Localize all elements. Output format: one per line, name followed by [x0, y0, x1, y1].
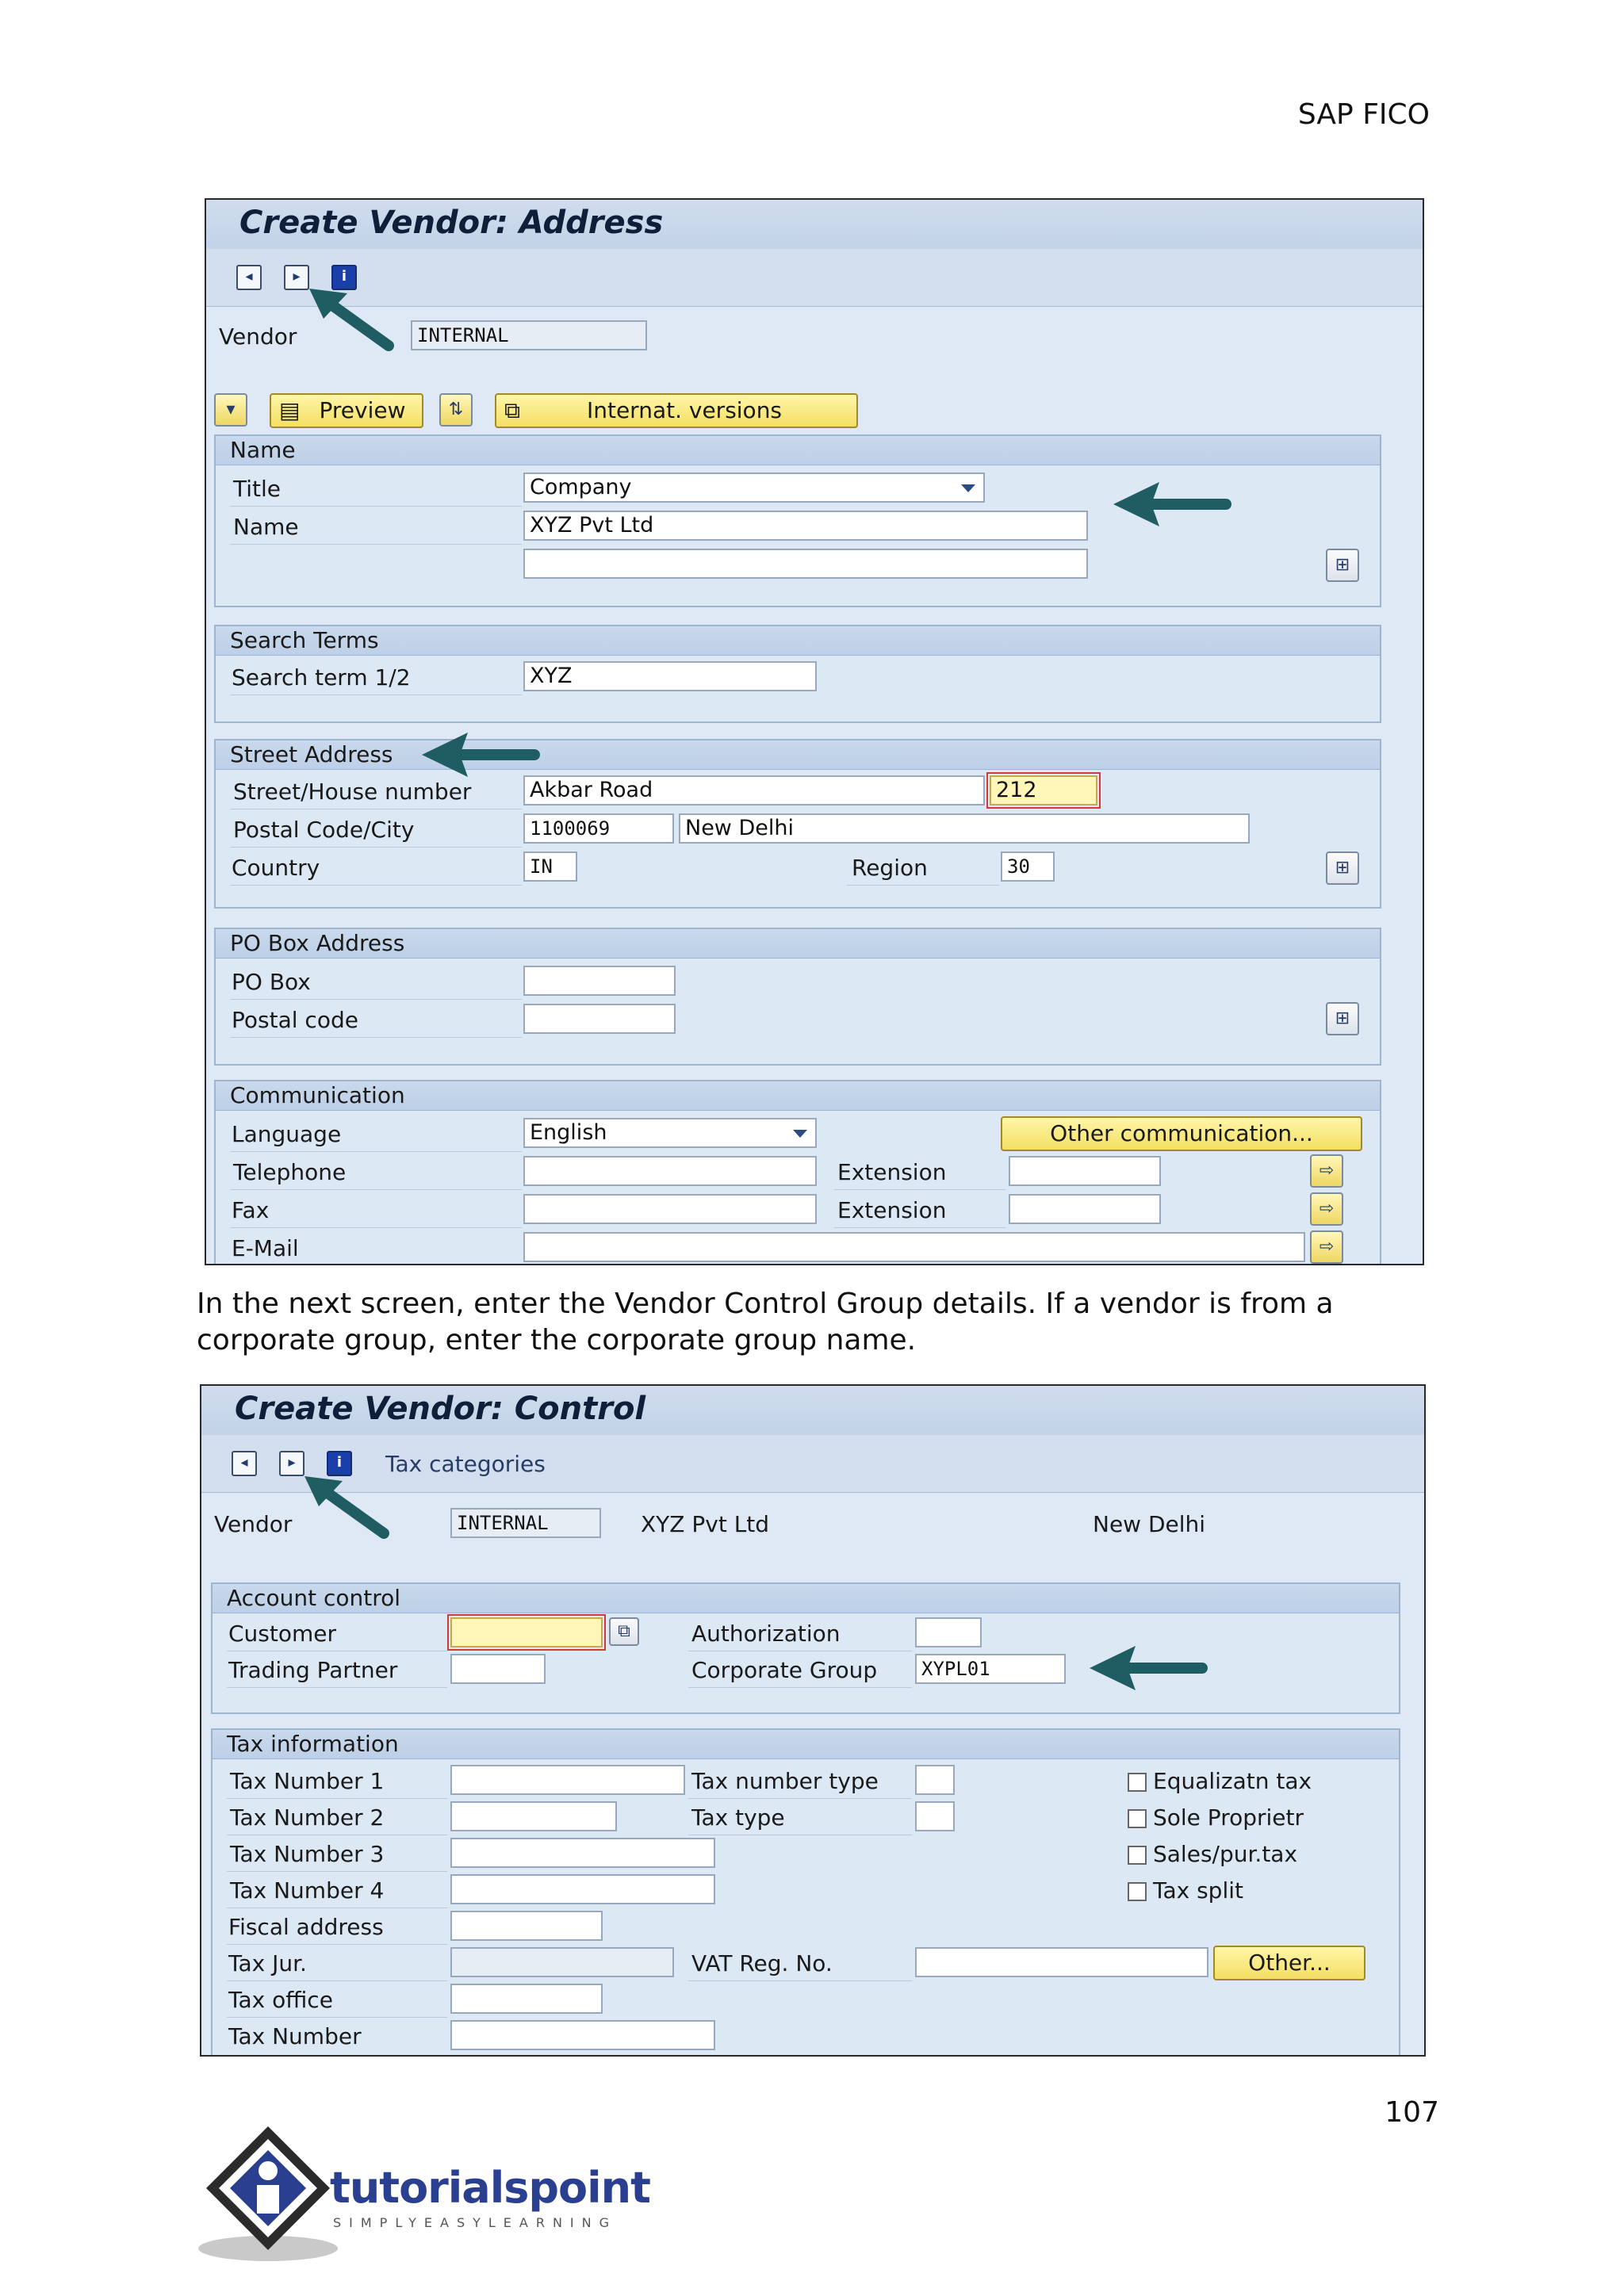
- tax-split-label: Tax split: [1153, 1877, 1243, 1904]
- title-label: Title: [233, 476, 282, 502]
- group-street-address: [214, 739, 1381, 909]
- fax-extension-field[interactable]: [1009, 1194, 1161, 1224]
- street-label: Street/House number: [233, 779, 472, 805]
- tax-number-type-label: Tax number type: [691, 1768, 879, 1794]
- email-label: E-Mail: [232, 1235, 299, 1261]
- logo-tagline: SIMPLYEASYLEARNING: [333, 2215, 618, 2230]
- tax-number-1-field[interactable]: [450, 1765, 685, 1795]
- group-comm-title: Communication: [230, 1082, 405, 1108]
- postal-city-label: Postal Code/City: [233, 817, 415, 843]
- email-field[interactable]: [523, 1232, 1305, 1262]
- equalization-tax-checkbox[interactable]: [1128, 1773, 1147, 1792]
- copy-icon[interactable]: ⧉: [609, 1617, 639, 1646]
- group-tax-title: Tax information: [227, 1731, 399, 1757]
- search-term-field[interactable]: XYZ: [523, 661, 817, 691]
- corporate-group-label: Corporate Group: [691, 1657, 878, 1683]
- tax-number-2-field[interactable]: [450, 1801, 617, 1831]
- instruction-paragraph: In the next screen, enter the Vendor Control Group details. If a vendor is from a corporate group, enter the corporate group name.: [197, 1288, 1334, 1357]
- telephone-extension-field[interactable]: [1009, 1156, 1161, 1186]
- group-communication: [214, 1080, 1381, 1265]
- trading-partner-field[interactable]: [450, 1654, 546, 1684]
- screenshot-create-vendor-control: [200, 1384, 1426, 2057]
- tax-number-type-field[interactable]: [915, 1765, 955, 1795]
- tax-type-field[interactable]: [915, 1801, 955, 1831]
- window-title: Create Vendor: Address: [239, 205, 664, 241]
- title-dropdown[interactable]: [523, 473, 985, 503]
- customer-label: Customer: [228, 1621, 337, 1647]
- more-address-fields-button[interactable]: ⊞: [1326, 851, 1359, 885]
- group-account-title: Account control: [227, 1585, 401, 1611]
- tax-jur-label: Tax Jur.: [228, 1950, 307, 1976]
- annotation-arrow-corporate-group: [1083, 1636, 1210, 1700]
- vendor-city: New Delhi: [1093, 1511, 1206, 1537]
- fiscal-address-field[interactable]: [450, 1911, 603, 1941]
- fax-field[interactable]: [523, 1194, 817, 1224]
- window-titlebar: [201, 1386, 1424, 1436]
- printer-icon: ▤: [279, 397, 301, 423]
- vendor-field[interactable]: INTERNAL: [450, 1508, 601, 1538]
- region-field[interactable]: 30: [1001, 851, 1055, 882]
- corporate-group-field[interactable]: XYPL01: [915, 1654, 1066, 1684]
- tax-number-field[interactable]: [450, 2020, 715, 2050]
- tax-number-3-field[interactable]: [450, 1838, 715, 1868]
- group-search-terms: [214, 625, 1381, 723]
- fax-extension-label: Extension: [837, 1197, 947, 1223]
- group-street-title: Street Address: [230, 741, 393, 767]
- city-field[interactable]: New Delhi: [679, 813, 1250, 844]
- po-postal-code-field[interactable]: [523, 1004, 676, 1034]
- label-underline: [834, 1189, 1005, 1190]
- language-label: Language: [232, 1121, 342, 1147]
- other-communication-button[interactable]: Other communication...: [1001, 1116, 1362, 1151]
- po-postal-code-label: Postal code: [232, 1007, 358, 1033]
- next-screen-icon[interactable]: ▸: [284, 265, 309, 290]
- tax-number-4-label: Tax Number 4: [230, 1877, 385, 1904]
- annotation-arrow-street: [416, 723, 542, 786]
- language-dropdown-value: English: [530, 1120, 607, 1145]
- label-underline: [230, 1227, 522, 1228]
- label-underline: [227, 1871, 447, 1872]
- group-tax-header: [213, 1730, 1399, 1759]
- sales-pur-tax-checkbox[interactable]: [1128, 1846, 1147, 1865]
- country-field[interactable]: IN: [523, 851, 577, 882]
- window-titlebar: [206, 200, 1423, 250]
- chevron-down-icon[interactable]: [793, 1130, 807, 1138]
- address-sort-button[interactable]: ⇅: [439, 393, 473, 427]
- label-underline: [227, 1980, 447, 1981]
- fax-more-arrow-icon[interactable]: ⇨: [1310, 1192, 1343, 1226]
- sole-proprietor-checkbox[interactable]: [1128, 1809, 1147, 1828]
- region-label: Region: [852, 855, 928, 881]
- chevron-down-icon[interactable]: [961, 484, 975, 492]
- tax-number-4-field[interactable]: [450, 1874, 715, 1904]
- trading-partner-label: Trading Partner: [228, 1657, 398, 1683]
- label-underline: [227, 2017, 447, 2018]
- authorization-label: Authorization: [691, 1621, 841, 1647]
- label-underline: [230, 999, 522, 1000]
- expand-collapse-button[interactable]: ▾: [214, 393, 247, 427]
- country-label: Country: [232, 855, 320, 881]
- label-underline: [227, 1798, 447, 1799]
- preview-button-label: Preview: [319, 397, 406, 423]
- versions-icon: ⧉: [504, 397, 520, 423]
- sales-pur-tax-label: Sales/pur.tax: [1153, 1841, 1298, 1867]
- tax-office-label: Tax office: [228, 1987, 333, 2013]
- document-header: SAP FICO: [1297, 98, 1430, 131]
- group-po-box: [214, 928, 1381, 1066]
- logo-text: tutorialspoint: [330, 2163, 650, 2213]
- group-account-header: [213, 1584, 1399, 1613]
- label-underline: [230, 506, 522, 507]
- annotation-arrow-toolbar: [301, 284, 396, 355]
- tax-type-label: Tax type: [691, 1804, 785, 1831]
- label-underline: [834, 1227, 1005, 1228]
- previous-screen-icon[interactable]: ◂: [232, 1451, 257, 1476]
- group-name-header: [216, 436, 1380, 465]
- info-icon[interactable]: i: [331, 265, 357, 290]
- group-account-control: [211, 1582, 1400, 1714]
- postal-code-field[interactable]: 1100069: [523, 813, 674, 844]
- vendor-label: Vendor: [219, 323, 297, 350]
- tax-number-2-label: Tax Number 2: [230, 1804, 385, 1831]
- label-underline: [230, 1151, 522, 1152]
- language-dropdown[interactable]: [523, 1118, 817, 1148]
- label-underline: [227, 1687, 447, 1688]
- search-term-label: Search term 1/2: [232, 664, 411, 691]
- house-number-field[interactable]: 212: [990, 775, 1097, 806]
- label-underline: [230, 885, 522, 886]
- po-box-field[interactable]: [523, 966, 676, 996]
- tax-split-checkbox[interactable]: [1128, 1882, 1147, 1901]
- screenshot-create-vendor-address: [205, 198, 1424, 1265]
- group-search-title: Search Terms: [230, 627, 379, 653]
- group-name-title: Name: [230, 437, 296, 463]
- vat-reg-label: VAT Reg. No.: [691, 1950, 833, 1976]
- vendor-label: Vendor: [214, 1511, 293, 1537]
- name2-field[interactable]: [523, 549, 1088, 579]
- info-icon[interactable]: i: [327, 1451, 352, 1476]
- tax-categories-link[interactable]: Tax categories: [385, 1451, 546, 1477]
- annotation-arrow-toolbar: [297, 1471, 392, 1543]
- label-underline: [230, 1037, 522, 1038]
- page-number: 107: [1385, 2096, 1439, 2129]
- group-pobox-header: [216, 929, 1380, 959]
- annotation-arrow-title: [1107, 473, 1234, 536]
- authorization-field[interactable]: [915, 1617, 982, 1647]
- group-street-header: [216, 740, 1380, 770]
- preview-button[interactable]: [270, 393, 423, 428]
- logo-emblem-icon: [195, 2122, 346, 2264]
- street-field[interactable]: Akbar Road: [523, 775, 985, 806]
- other-button[interactable]: Other...: [1213, 1946, 1365, 1980]
- internat-versions-button[interactable]: [495, 393, 858, 428]
- email-more-arrow-icon[interactable]: ⇨: [1310, 1230, 1343, 1264]
- name-label: Name: [233, 514, 299, 540]
- group-search-header: [216, 626, 1380, 656]
- tax-number-3-label: Tax Number 3: [230, 1841, 385, 1867]
- vendor-name: XYZ Pvt Ltd: [641, 1511, 770, 1537]
- equalization-tax-label: Equalizatn tax: [1153, 1768, 1312, 1794]
- vendor-field[interactable]: INTERNAL: [411, 320, 647, 350]
- previous-screen-icon[interactable]: ◂: [236, 265, 262, 290]
- tutorialspoint-logo: [195, 2122, 655, 2264]
- fiscal-address-label: Fiscal address: [228, 1914, 384, 1940]
- po-box-label: PO Box: [232, 969, 311, 995]
- group-pobox-title: PO Box Address: [230, 930, 405, 956]
- label-underline: [847, 885, 999, 886]
- telephone-extension-label: Extension: [837, 1159, 947, 1185]
- tax-number-1-label: Tax Number 1: [230, 1768, 385, 1794]
- label-underline: [688, 1687, 912, 1688]
- title-dropdown-value: Company: [530, 475, 632, 499]
- group-comm-header: [216, 1081, 1380, 1111]
- label-underline: [688, 1980, 912, 1981]
- label-underline: [230, 1189, 522, 1190]
- label-underline: [688, 1798, 912, 1799]
- label-underline: [230, 544, 522, 545]
- telephone-label: Telephone: [233, 1159, 347, 1185]
- tax-number-label: Tax Number: [228, 2023, 362, 2049]
- more-fields-button[interactable]: ⊞: [1326, 549, 1359, 582]
- telephone-field[interactable]: [523, 1156, 817, 1186]
- tax-jur-field[interactable]: [450, 1947, 674, 1977]
- telephone-more-arrow-icon[interactable]: ⇨: [1310, 1154, 1343, 1188]
- tax-office-field[interactable]: [450, 1984, 603, 2014]
- label-underline: [227, 1944, 447, 1945]
- window-title: Create Vendor: Control: [235, 1391, 646, 1427]
- group-tax-information: [211, 1728, 1400, 2057]
- customer-field[interactable]: [450, 1617, 603, 1647]
- name-field[interactable]: XYZ Pvt Ltd: [523, 511, 1088, 541]
- sole-proprietor-label: Sole Proprietr: [1153, 1804, 1304, 1831]
- internat-versions-label: Internat. versions: [586, 397, 783, 423]
- more-pobox-fields-button[interactable]: ⊞: [1326, 1002, 1359, 1035]
- next-screen-icon[interactable]: ▸: [279, 1451, 304, 1476]
- label-underline: [230, 847, 522, 848]
- fax-label: Fax: [232, 1197, 270, 1223]
- vat-reg-field[interactable]: [915, 1947, 1208, 1977]
